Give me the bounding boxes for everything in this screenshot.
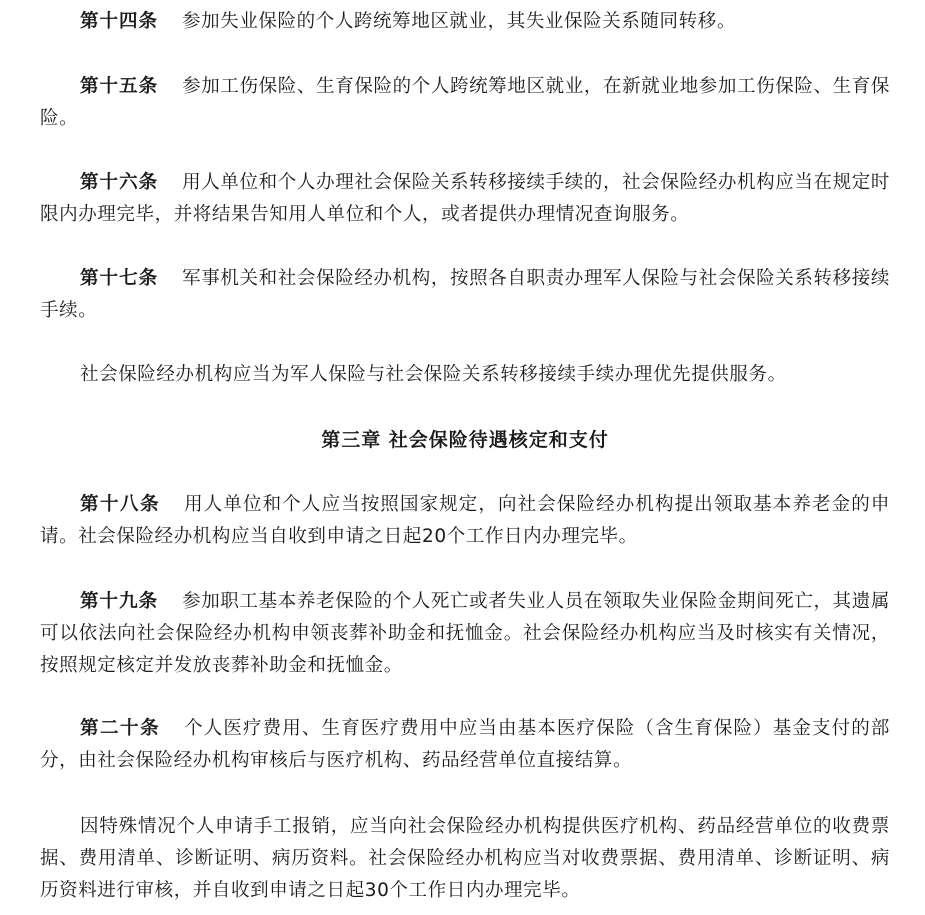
article-18: [40, 489, 890, 553]
article-number: 第十四条: [80, 11, 159, 32]
article-14: [40, 6, 890, 38]
article-number: 第十九条: [80, 591, 159, 612]
article-16: [40, 167, 890, 231]
article-number: 第二十条: [80, 718, 161, 739]
article-20: [40, 713, 890, 777]
article-17: [40, 263, 890, 327]
article-text: 军事机关和社会保险经办机构，按照各自职责办理军人保险与社会保险关系转移接续手续。: [40, 268, 890, 321]
article-text: 用人单位和个人应当按照国家规定，向社会保险经办机构提出领取基本养老金的申请。社会保险经办机构应当自收到申请之日起20个工作日内办理完毕。: [40, 494, 890, 547]
article-text: 参加失业保险的个人跨统筹地区就业，其失业保险关系随同转移。: [182, 11, 736, 32]
article-number: 第十七条: [80, 268, 159, 289]
article-text: 参加工伤保险、生育保险的个人跨统筹地区就业，在新就业地参加工伤保险、生育保险。: [40, 76, 890, 129]
chapter-title: 第三章 社会保险待遇核定和支付: [321, 429, 609, 451]
article-20-paragraph-2: [40, 811, 890, 907]
article-15: [40, 71, 890, 135]
article-number: 第十六条: [80, 172, 159, 193]
paragraph-text: 因特殊情况个人申请手工报销，应当向社会保险经办机构提供医疗机构、药品经营单位的收费票据、费用清单、诊断证明、病历资料。社会保险经办机构应当对收费票据、费用清单、诊断证明、病历资料进行审核，并自收到申请之日起30个工作日内办理完毕。: [40, 816, 890, 901]
article-number: 第十八条: [80, 494, 161, 515]
article-17-paragraph-2: [40, 359, 890, 391]
paragraph-text: 社会保险经办机构应当为军人保险与社会保险关系转移接续手续办理优先提供服务。: [80, 364, 787, 385]
article-19: [40, 586, 890, 682]
article-text: 用人单位和个人办理社会保险关系转移接续手续的，社会保险经办机构应当在规定时限内办理完毕，并将结果告知用人单位和个人，或者提供办理情况查询服务。: [40, 172, 890, 225]
article-number: 第十五条: [80, 76, 159, 97]
article-text: 参加职工基本养老保险的个人死亡或者失业人员在领取失业保险金期间死亡，其遗属可以依法向社会保险经办机构申领丧葬补助金和抚恤金。社会保险经办机构应当及时核实有关情况，按照规定核定并发放丧葬补助金和抚恤金。: [40, 591, 890, 676]
article-text: 个人医疗费用、生育医疗费用中应当由基本医疗保险（含生育保险）基金支付的部分，由社会保险经办机构审核后与医疗机构、药品经营单位直接结算。: [40, 718, 890, 771]
